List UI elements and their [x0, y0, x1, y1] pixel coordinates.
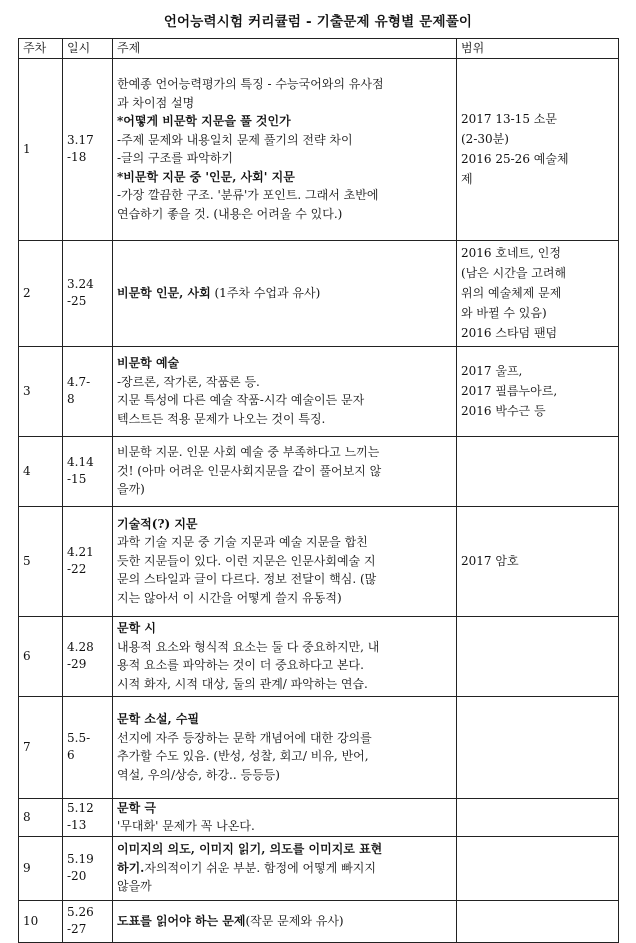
topic-heading: 비문학 인문, 사회	[117, 285, 211, 300]
topic-heading: 도표를 읽어야 하는 문제	[117, 913, 246, 928]
range-line: (2-30분)	[461, 132, 509, 146]
week-cell: 9	[19, 836, 63, 900]
topic-cell	[113, 696, 457, 798]
topic-cell	[113, 240, 457, 346]
topic-text: 것! (아마 어려운 인문사회지문을 같이 풀어보지 않	[117, 463, 382, 478]
topic-note: (작문 문제와 유사)	[245, 913, 344, 928]
topic-cell	[113, 798, 457, 836]
table-row	[19, 696, 619, 798]
topic-line	[117, 112, 452, 131]
topic-line	[117, 168, 452, 187]
topic-cell	[113, 346, 457, 436]
topic-text: 추가할 수도 있음. (반성, 성찰, 회고/ 비유, 반어,	[117, 749, 369, 763]
topic-line	[117, 443, 452, 462]
topic-heading: 비문학 예술	[117, 356, 180, 370]
date-line: -27	[67, 922, 87, 936]
topic-line	[117, 912, 452, 931]
week-cell: 8	[19, 798, 63, 836]
date-cell	[63, 346, 113, 436]
range-line: 2017 필름누아르,	[461, 384, 558, 398]
range-line: 2016 스타덤 팬덤	[461, 326, 558, 340]
header-range: 범위	[457, 39, 619, 59]
topic-line	[117, 859, 452, 878]
date-line: 4.7-	[67, 375, 91, 389]
topic-text: 지는 않아서 이 시간을 어떻게 쓸지 유동적)	[117, 590, 342, 605]
date-line: 5.12	[67, 801, 94, 815]
date-line: -25	[67, 294, 87, 308]
table-row	[19, 836, 619, 900]
table-row	[19, 436, 619, 506]
topic-cell	[113, 616, 457, 696]
topic-text: 않을까	[117, 879, 152, 894]
date-line: 4.28	[67, 640, 94, 654]
topic-line	[117, 480, 452, 499]
range-cell	[457, 798, 619, 836]
header-week: 주차	[19, 39, 63, 59]
topic-line	[117, 840, 452, 859]
topic-line	[117, 354, 452, 373]
date-line: 4.21	[67, 545, 94, 559]
topic-cell	[113, 58, 457, 240]
range-line: 위의 예술체제 문제	[461, 286, 562, 300]
topic-line	[117, 462, 452, 481]
date-cell	[63, 798, 113, 836]
topic-text: 듯한 지문들이 있다. 이런 지문은 인문사회예술 지	[117, 553, 376, 568]
range-cell	[457, 836, 619, 900]
topic-line	[117, 589, 452, 608]
date-cell	[63, 836, 113, 900]
range-line: 와 바뀔 수 있음)	[461, 306, 547, 320]
table-row	[19, 900, 619, 942]
topic-text: 연습하기 좋을 것. (내용은 어려울 수 있다.)	[117, 206, 343, 221]
topic-line	[117, 533, 452, 552]
topic-heading: 문학 시	[117, 621, 156, 635]
topic-cell	[113, 436, 457, 506]
topic-heading: 이미지의 의도, 이미지 읽기, 의도를 이미지로 표현	[117, 842, 383, 857]
topic-cell	[113, 836, 457, 900]
range-cell	[457, 58, 619, 240]
date-cell	[63, 696, 113, 798]
topic-text: 과 차이점 설명	[117, 95, 195, 110]
topic-text: '무대화' 문제가 꼭 나온다.	[117, 819, 255, 833]
topic-line	[117, 619, 452, 638]
date-cell	[63, 240, 113, 346]
date-line: -20	[67, 869, 87, 883]
topic-text: 텍스트든 적용 문제가 나오는 것이 특징.	[117, 411, 326, 426]
topic-text: -주제 문제와 내용일치 문제 풀기의 전략 차이	[117, 132, 353, 147]
date-cell	[63, 436, 113, 506]
week-cell: 6	[19, 616, 63, 696]
table-row	[19, 58, 619, 240]
range-cell	[457, 346, 619, 436]
topic-heading: *어떻게 비문학 지문을 풀 것인가	[117, 114, 291, 128]
topic-line	[117, 710, 452, 729]
document-title: 언어능력시험 커리큘럼 - 기출문제 유형별 문제풀이	[163, 14, 473, 30]
topic-line	[117, 817, 452, 836]
range-cell	[457, 436, 619, 506]
range-cell	[457, 616, 619, 696]
topic-heading: 기술적(?) 지문	[117, 516, 198, 531]
date-cell	[63, 58, 113, 240]
range-line: 2016 박수근 등	[461, 404, 546, 418]
topic-line	[117, 799, 452, 818]
date-line: -15	[67, 472, 87, 486]
topic-line	[117, 729, 452, 748]
topic-cell	[113, 900, 457, 942]
date-line: 3.17	[67, 133, 94, 147]
week-cell: 4	[19, 436, 63, 506]
range-cell	[457, 900, 619, 942]
table-row	[19, 616, 619, 696]
topic-text: 과학 기술 지문 중 기술 지문과 예술 지문을 합친	[117, 535, 368, 550]
week-cell: 5	[19, 506, 63, 616]
table-row	[19, 506, 619, 616]
topic-line	[117, 766, 452, 785]
topic-line	[117, 391, 452, 410]
topic-text: 시적 화자, 시적 대상, 둘의 관계/ 파악하는 연습.	[117, 676, 368, 691]
topic-text: 비문학 지문. 인문 사회 예술 중 부족하다고 느끼는	[117, 445, 380, 460]
topic-text: 한예종 언어능력평가의 특징 - 수능국어와의 유사점	[117, 77, 384, 91]
range-cell	[457, 506, 619, 616]
date-line: -13	[67, 818, 87, 832]
topic-note: 자의적이기 쉬운 부분. 함정에 어떻게 빠지지	[144, 860, 376, 875]
topic-line	[117, 675, 452, 694]
topic-heading: 하기.	[117, 860, 145, 875]
topic-text: 내용적 요소와 형식적 요소는 둘 다 중요하지만, 내	[117, 639, 380, 654]
topic-line	[117, 570, 452, 589]
range-line: 2017 암호	[461, 554, 519, 568]
topic-line	[117, 373, 452, 392]
range-line: 2017 울프,	[461, 364, 523, 378]
topic-line	[117, 284, 452, 303]
range-line: 2017 13-15 소문	[461, 112, 557, 126]
week-cell: 7	[19, 696, 63, 798]
week-cell: 10	[19, 900, 63, 942]
date-line: 3.24	[67, 277, 94, 291]
topic-line	[117, 94, 452, 113]
week-cell: 1	[19, 58, 63, 240]
topic-line	[117, 75, 452, 94]
topic-line	[117, 638, 452, 657]
range-line: (남은 시간을 고려해	[461, 266, 567, 280]
topic-text: -가장 깔끔한 구조. '분류'가 포인트. 그래서 초반에	[117, 188, 379, 202]
topic-text: -장르론, 작가론, 작품론 등.	[117, 374, 260, 389]
range-cell	[457, 240, 619, 346]
range-line: 2016 25-26 예술체	[461, 152, 569, 166]
topic-line	[117, 656, 452, 675]
topic-text: 선지에 자주 등장하는 문학 개념어에 대한 강의를	[117, 730, 372, 745]
date-line: 4.14	[67, 455, 94, 469]
topic-line	[117, 515, 452, 534]
topic-text: 역설, 우의/상승, 하강.. 등등등)	[117, 767, 280, 782]
topic-line	[117, 552, 452, 571]
topic-heading: 문학 소설, 수필	[117, 712, 200, 726]
date-line: 5.26	[67, 905, 94, 919]
topic-note: (1주차 수업과 유사)	[210, 285, 321, 300]
week-cell: 3	[19, 346, 63, 436]
table-row	[19, 240, 619, 346]
topic-line	[117, 877, 452, 896]
header-date: 일시	[63, 39, 113, 59]
week-cell: 2	[19, 240, 63, 346]
date-cell	[63, 506, 113, 616]
topic-line	[117, 131, 452, 150]
topic-text: 지문 특성에 다른 예술 작품-시각 예술이든 문자	[117, 393, 365, 407]
curriculum-table	[18, 38, 619, 943]
topic-line	[117, 149, 452, 168]
date-line: -29	[67, 657, 87, 671]
topic-cell	[113, 506, 457, 616]
date-line: 5.5-	[67, 731, 91, 745]
topic-line	[117, 186, 452, 205]
topic-line	[117, 747, 452, 766]
date-line: 8	[67, 392, 75, 406]
date-line: -18	[67, 150, 87, 164]
topic-text: -글의 구조를 파악하기	[117, 151, 234, 165]
topic-heading: 문학 극	[117, 800, 156, 815]
table-row	[19, 798, 619, 836]
range-cell	[457, 696, 619, 798]
range-line: 2016 호네트, 인정	[461, 246, 561, 260]
topic-line	[117, 410, 452, 429]
topic-text: 용적 요소를 파악하는 것이 더 중요하다고 본다.	[117, 658, 364, 672]
topic-line	[117, 205, 452, 224]
topic-text: 을까)	[117, 482, 145, 497]
date-line: 5.19	[67, 852, 94, 866]
header-row	[19, 39, 619, 59]
range-line: 제	[461, 172, 473, 186]
date-line: -22	[67, 562, 87, 576]
table-body	[19, 58, 619, 942]
topic-heading: *비문학 지문 중 '인문, 사회' 지문	[117, 169, 295, 184]
date-cell	[63, 900, 113, 942]
header-topic: 주제	[113, 39, 457, 59]
table-row	[19, 346, 619, 436]
topic-text: 문의 스타일과 글이 다르다. 정보 전달이 핵심. (많	[117, 572, 377, 587]
date-cell	[63, 616, 113, 696]
date-line: 6	[67, 748, 75, 762]
